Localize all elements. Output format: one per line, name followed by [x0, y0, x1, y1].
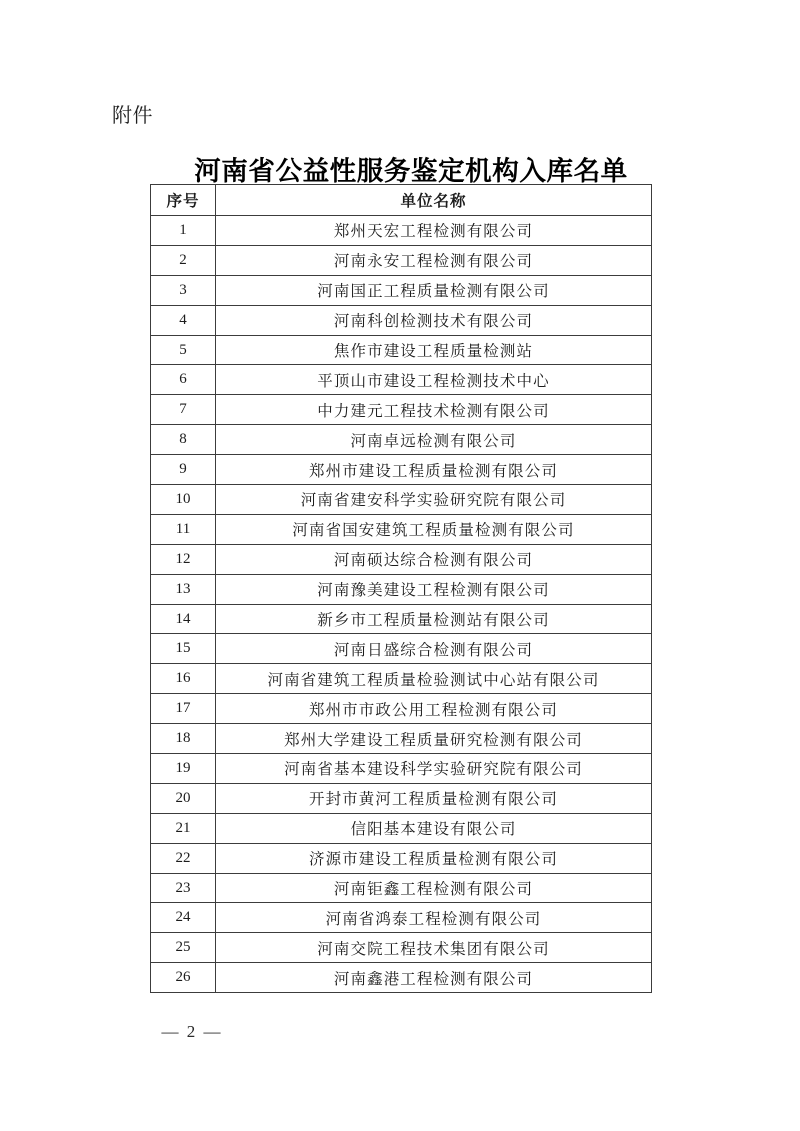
cell-index: 22: [151, 843, 216, 873]
cell-index: 20: [151, 783, 216, 813]
cell-organization-name: 郑州市建设工程质量检测有限公司: [216, 455, 652, 485]
table-row: [151, 634, 652, 664]
table-row: [151, 783, 652, 813]
cell-organization-name: 信阳基本建设有限公司: [216, 813, 652, 843]
table-row: [151, 544, 652, 574]
column-header-name: 单位名称: [216, 185, 652, 216]
table-row: [151, 425, 652, 455]
cell-index: 24: [151, 903, 216, 933]
cell-index: 4: [151, 305, 216, 335]
cell-index: 9: [151, 455, 216, 485]
cell-index: 21: [151, 813, 216, 843]
cell-organization-name: 河南科创检测技术有限公司: [216, 305, 652, 335]
page-number-footer: — 2 —: [161, 1022, 223, 1041]
table-row: [151, 903, 652, 933]
table-row: [151, 305, 652, 335]
cell-index: 15: [151, 634, 216, 664]
cell-organization-name: 河南省建安科学实验研究院有限公司: [216, 485, 652, 515]
table-row: [151, 574, 652, 604]
cell-index: 7: [151, 395, 216, 425]
cell-index: 12: [151, 544, 216, 574]
column-header-index: 序号: [151, 185, 216, 216]
cell-index: 3: [151, 275, 216, 305]
cell-index: 2: [151, 245, 216, 275]
table-row: [151, 365, 652, 395]
table-row: [151, 813, 652, 843]
table-row: [151, 963, 652, 993]
table-row: [151, 694, 652, 724]
cell-organization-name: 郑州天宏工程检测有限公司: [216, 216, 652, 246]
table-row: [151, 873, 652, 903]
cell-organization-name: 河南省国安建筑工程质量检测有限公司: [216, 514, 652, 544]
roster-table: [150, 184, 652, 993]
cell-index: 10: [151, 485, 216, 515]
cell-index: 14: [151, 604, 216, 634]
cell-organization-name: 河南硕达综合检测有限公司: [216, 544, 652, 574]
cell-organization-name: 开封市黄河工程质量检测有限公司: [216, 783, 652, 813]
cell-index: 1: [151, 216, 216, 246]
cell-organization-name: 河南钜鑫工程检测有限公司: [216, 873, 652, 903]
cell-organization-name: 中力建元工程技术检测有限公司: [216, 395, 652, 425]
cell-organization-name: 河南豫美建设工程检测有限公司: [216, 574, 652, 604]
cell-organization-name: 河南鑫港工程检测有限公司: [216, 963, 652, 993]
cell-index: 13: [151, 574, 216, 604]
cell-index: 26: [151, 963, 216, 993]
cell-organization-name: 河南省建筑工程质量检验测试中心站有限公司: [216, 664, 652, 694]
table-row: [151, 604, 652, 634]
cell-organization-name: 河南卓远检测有限公司: [216, 425, 652, 455]
table-row: [151, 275, 652, 305]
cell-index: 17: [151, 694, 216, 724]
table-row: [151, 843, 652, 873]
cell-organization-name: 河南永安工程检测有限公司: [216, 245, 652, 275]
cell-index: 11: [151, 514, 216, 544]
cell-index: 19: [151, 754, 216, 784]
cell-organization-name: 河南省鸿泰工程检测有限公司: [216, 903, 652, 933]
cell-index: 6: [151, 365, 216, 395]
cell-organization-name: 焦作市建设工程质量检测站: [216, 335, 652, 365]
table-header-row: [151, 185, 652, 216]
table-row: [151, 245, 652, 275]
table-row: [151, 514, 652, 544]
table-row: [151, 933, 652, 963]
roster-table-container: [150, 184, 651, 993]
table-row: [151, 754, 652, 784]
cell-organization-name: 新乡市工程质量检测站有限公司: [216, 604, 652, 634]
table-body: [151, 216, 652, 993]
table-row: [151, 724, 652, 754]
cell-index: 23: [151, 873, 216, 903]
table-header: [151, 185, 652, 216]
attachment-label: 附件: [112, 105, 153, 127]
cell-organization-name: 河南国正工程质量检测有限公司: [216, 275, 652, 305]
cell-index: 8: [151, 425, 216, 455]
cell-organization-name: 郑州市市政公用工程检测有限公司: [216, 694, 652, 724]
cell-organization-name: 平顶山市建设工程检测技术中心: [216, 365, 652, 395]
cell-index: 5: [151, 335, 216, 365]
cell-organization-name: 河南日盛综合检测有限公司: [216, 634, 652, 664]
cell-organization-name: 济源市建设工程质量检测有限公司: [216, 843, 652, 873]
page-title: 河南省公益性服务鉴定机构入库名单: [194, 155, 628, 186]
table-row: [151, 664, 652, 694]
cell-index: 25: [151, 933, 216, 963]
table-row: [151, 335, 652, 365]
table-row: [151, 395, 652, 425]
cell-index: 16: [151, 664, 216, 694]
table-row: [151, 485, 652, 515]
cell-organization-name: 郑州大学建设工程质量研究检测有限公司: [216, 724, 652, 754]
cell-index: 18: [151, 724, 216, 754]
table-row: [151, 455, 652, 485]
cell-organization-name: 河南交院工程技术集团有限公司: [216, 933, 652, 963]
table-row: [151, 216, 652, 246]
cell-organization-name: 河南省基本建设科学实验研究院有限公司: [216, 754, 652, 784]
